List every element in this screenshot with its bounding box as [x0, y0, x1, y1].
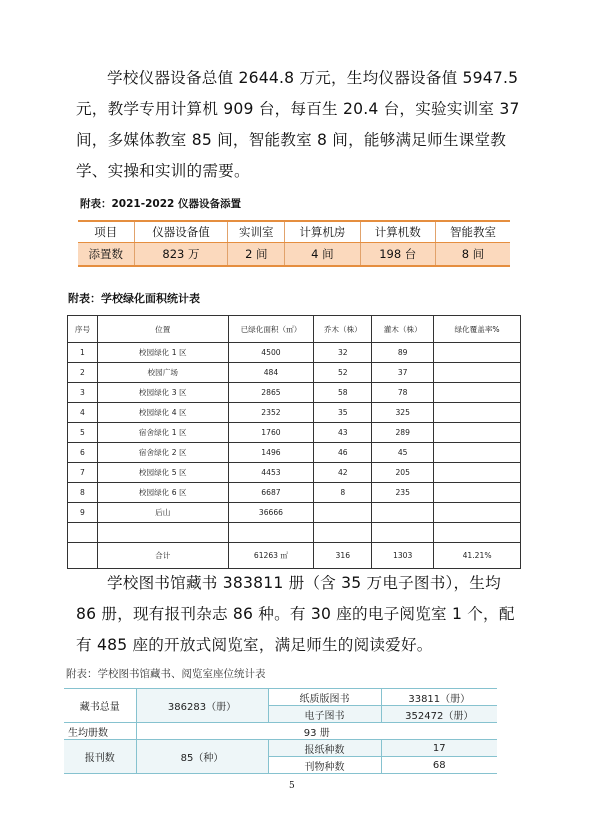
table-row [68, 383, 521, 403]
table-cell: 校园绿化 3 区 [97, 383, 228, 403]
library-paragraph: 学校图书馆藏书 383811 册（含 35 万电子图书），生均 86 册，现有报刊杂志 86 种。有 30 座的电子阅览室 1 个，配有 485 座的开放式阅览室，满足师生的阅读爱好。 [76, 574, 515, 654]
greening-table-header [68, 316, 521, 343]
table-row [68, 503, 521, 523]
table-row [78, 243, 510, 267]
table-cell: 1 [68, 343, 98, 363]
table-cell: 41.21% [434, 543, 521, 569]
per-student-label: 生均册数 [64, 723, 136, 740]
table-row [64, 689, 497, 706]
ebook-value: 352472（册） [381, 706, 497, 723]
table-cell: 校园绿化 5 区 [97, 463, 228, 483]
table-header-cell: 智能教室 [435, 221, 510, 243]
table-cell [434, 463, 521, 483]
table-cell: 2352 [228, 403, 314, 423]
table-cell: 合计 [97, 543, 228, 569]
table-cell: 6687 [228, 483, 314, 503]
table-cell: 7 [68, 463, 98, 483]
table-cell: 89 [372, 343, 434, 363]
table-row [68, 483, 521, 503]
per-student-value: 93 册 [136, 723, 497, 740]
table-cell [434, 483, 521, 503]
table-header-cell: 仪器设备值 [134, 221, 228, 243]
table-header-cell: 实训室 [228, 221, 285, 243]
magazine-label: 刊物种数 [268, 757, 381, 774]
table-cell: 43 [314, 423, 372, 443]
table-cell: 5 [68, 423, 98, 443]
table-cell: 8 [68, 483, 98, 503]
total-books-label: 藏书总量 [64, 689, 136, 723]
library-table [64, 688, 497, 774]
table-cell: 78 [372, 383, 434, 403]
newspaper-label: 报纸种数 [268, 740, 381, 757]
table-cell: 宿舍绿化 2 区 [97, 443, 228, 463]
table-cell: 46 [314, 443, 372, 463]
table-row [68, 463, 521, 483]
table-row [68, 443, 521, 463]
table-cell [68, 523, 98, 543]
library-table-caption: 附表：学校图书馆藏书、阅览室座位统计表 [66, 668, 266, 680]
table-cell: 后山 [97, 503, 228, 523]
table-cell: 4453 [228, 463, 314, 483]
table-header-cell: 已绿化面积（㎡） [228, 316, 314, 343]
table-cell [434, 343, 521, 363]
table-cell: 823 万 [134, 243, 228, 267]
table-header-cell: 计算机数 [360, 221, 435, 243]
table-header-cell: 项目 [78, 221, 134, 243]
table-row [68, 363, 521, 383]
paper-books-value: 33811（册） [381, 689, 497, 706]
table-cell: 8 间 [435, 243, 510, 267]
table-header-cell: 绿化覆盖率% [434, 316, 521, 343]
table-cell: 4 [68, 403, 98, 423]
table-cell [97, 523, 228, 543]
equipment-table-caption: 附表：2021-2022 仪器设备添置 [80, 198, 241, 210]
table-cell [228, 523, 314, 543]
table-header-cell: 计算机房 [285, 221, 360, 243]
table-cell: 32 [314, 343, 372, 363]
table-header-cell: 位置 [97, 316, 228, 343]
table-header-cell: 序号 [68, 316, 98, 343]
table-cell: 宿舍绿化 1 区 [97, 423, 228, 443]
table-cell [434, 503, 521, 523]
greening-table-caption: 附表：学校绿化面积统计表 [68, 292, 200, 305]
table-cell [314, 523, 372, 543]
table-cell: 校园广场 [97, 363, 228, 383]
table-cell: 235 [372, 483, 434, 503]
table-cell: 45 [372, 443, 434, 463]
table-cell: 2865 [228, 383, 314, 403]
table-cell: 1760 [228, 423, 314, 443]
table-cell: 3 [68, 383, 98, 403]
equipment-table-header [78, 221, 510, 243]
table-cell [434, 443, 521, 463]
table-cell: 42 [314, 463, 372, 483]
table-row [68, 343, 521, 363]
ebook-label: 电子图书 [268, 706, 381, 723]
total-row [68, 543, 521, 569]
table-cell: 校园绿化 6 区 [97, 483, 228, 503]
table-cell: 61263 ㎡ [228, 543, 314, 569]
table-cell: 校园绿化 1 区 [97, 343, 228, 363]
table-cell: 316 [314, 543, 372, 569]
table-header-cell: 乔木（株） [314, 316, 372, 343]
table-cell [314, 503, 372, 523]
table-cell: 484 [228, 363, 314, 383]
table-header-cell: 灌木（株） [372, 316, 434, 343]
table-cell [434, 403, 521, 423]
equipment-table [78, 220, 510, 267]
table-cell [434, 523, 521, 543]
table-row [68, 523, 521, 543]
table-cell [68, 543, 98, 569]
table-cell: 校园绿化 4 区 [97, 403, 228, 423]
paper-books-label: 纸质版图书 [268, 689, 381, 706]
table-cell: 1303 [372, 543, 434, 569]
table-row [64, 740, 497, 757]
table-cell: 289 [372, 423, 434, 443]
table-cell: 325 [372, 403, 434, 423]
page-number: 5 [289, 781, 295, 791]
table-cell: 36666 [228, 503, 314, 523]
table-cell: 205 [372, 463, 434, 483]
table-cell [434, 363, 521, 383]
table-cell: 8 [314, 483, 372, 503]
periodicals-label: 报刊数 [64, 740, 136, 774]
table-cell: 4 间 [285, 243, 360, 267]
table-cell: 2 [68, 363, 98, 383]
periodicals-value: 85（种） [136, 740, 268, 774]
table-cell: 4500 [228, 343, 314, 363]
table-cell [434, 423, 521, 443]
table-cell [372, 523, 434, 543]
table-cell [372, 503, 434, 523]
total-books-value: 386283（册） [136, 689, 268, 723]
table-cell: 58 [314, 383, 372, 403]
table-cell: 198 台 [360, 243, 435, 267]
table-cell: 35 [314, 403, 372, 423]
table-cell: 6 [68, 443, 98, 463]
table-cell: 52 [314, 363, 372, 383]
table-cell: 1496 [228, 443, 314, 463]
newspaper-value: 17 [381, 740, 497, 757]
magazine-value: 68 [381, 757, 497, 774]
table-cell [434, 383, 521, 403]
table-cell: 37 [372, 363, 434, 383]
table-row [64, 723, 497, 740]
table-cell: 添置数 [78, 243, 134, 267]
greening-table [67, 315, 521, 569]
table-row [68, 403, 521, 423]
table-cell: 2 间 [228, 243, 285, 267]
table-row [68, 423, 521, 443]
equipment-paragraph: 学校仪器设备总值 2644.8 万元，生均仪器设备值 5947.5 元，教学专用计算机 909 台，每百生 20.4 台，实验实训室 37 间，多媒体教室 85 间，智能教室 8 间，能够满足师生课堂教学、实操和实训的需要。 [76, 69, 520, 180]
table-cell: 9 [68, 503, 98, 523]
